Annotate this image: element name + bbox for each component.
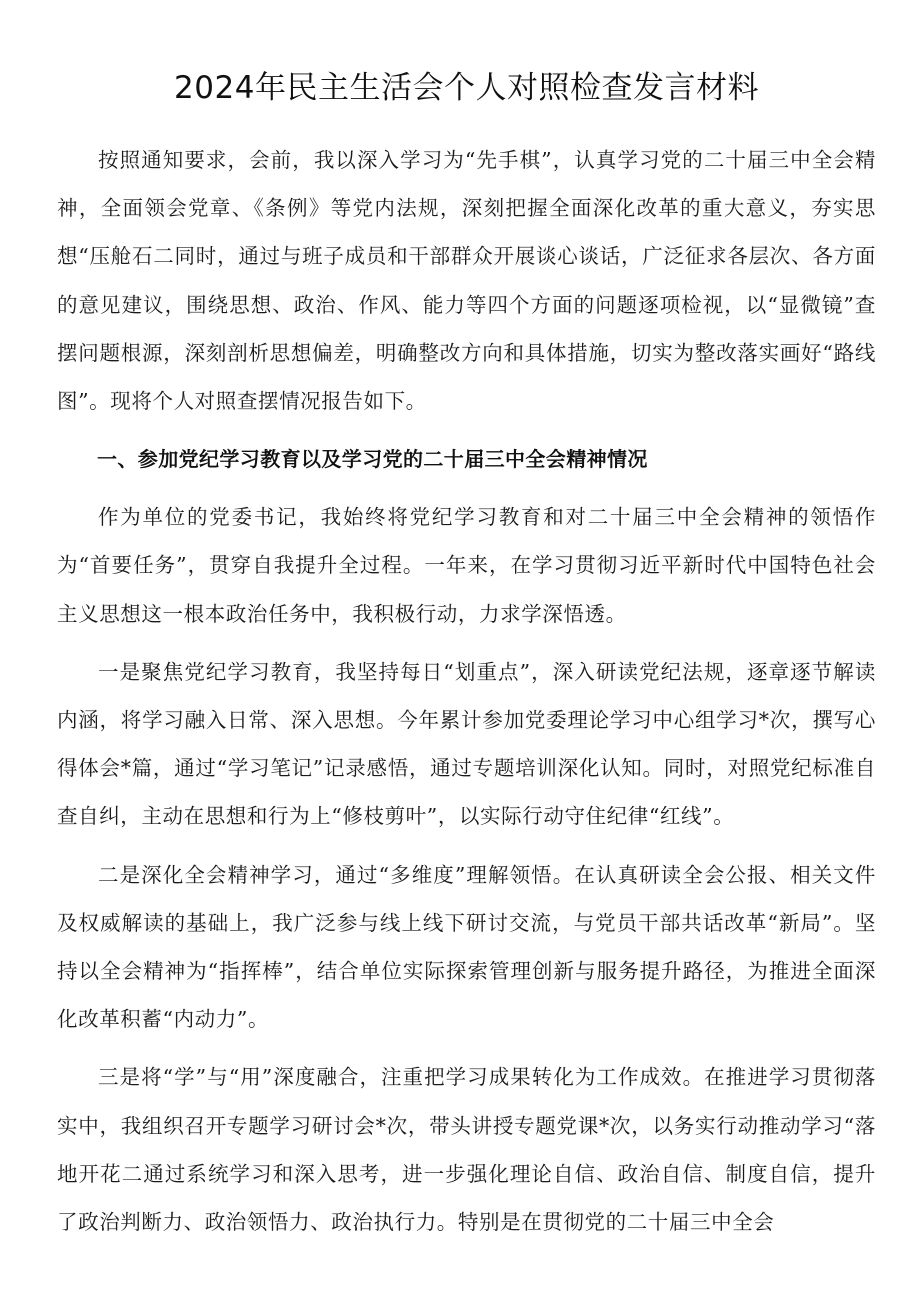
section-paragraph-4: 三是将“学”与“用”深度融合，注重把学习成果转化为工作成效。在推进学习贯彻落实中，我组织召开专题学习研讨会*次，带头讲授专题党课*次，以务实行动推动学习“落地开花二通过系统学习和深入思考，进一步强化理论自信、政治自信、制度自信，提升了政治判断力、政治领悟力、政治执行力。特别是在贯彻党的二十届三中全会 — [57, 1065, 876, 1235]
section-paragraph-1: 作为单位的党委书记，我始终将党纪学习教育和对二十届三中全会精神的领悟作为“首要任务”，贯穿自我提升全过程。一年来，在学习贯彻习近平新时代中国特色社会主义思想这一根本政治任务中，我积极行动，力求学深悟透。 — [57, 505, 876, 626]
document-title: 2024年民主生活会个人对照检查发言材料 — [174, 70, 759, 106]
section-heading: 一、参加党纪学习教育以及学习党的二十届三中全会精神情况 — [97, 447, 648, 472]
section-paragraph-2: 一是聚焦党纪学习教育，我坚持每日“划重点”，深入研读党纪法规，逐章逐节解读内涵，将学习融入日常、深入思想。今年累计参加党委理论学习中心组学习*次，撰写心得体会*篇，通过“学习笔记”记录感悟，通过专题培训深化认知。同时，对照党纪标准自查自纠，主动在思想和行为上“修枝剪叶”，以实际行动守住纪律“红线”。 — [57, 659, 876, 829]
intro-paragraph: 按照通知要求，会前，我以深入学习为“先手棋”，认真学习党的二十届三中全会精神，全面领会党章、《条例》等党内法规，深刻把握全面深化改革的重大意义，夯实思想“压舱石二同时，通过与班子成员和干部群众开展谈心谈话，广泛征求各层次、各方面的意见建议，围绕思想、政治、作风、能力等四个方面的问题逐项检视，以“显微镜”查摆问题根源，深刻剖析思想偏差，明确整改方向和具体措施，切实为整改落实画好“路线图”。现将个人对照查摆情况报告如下。 — [57, 148, 876, 414]
section-paragraph-3: 二是深化全会精神学习，通过“多维度”理解领悟。在认真研读全会公报、相关文件及权威解读的基础上，我广泛参与线上线下研讨交流，与党员干部共话改革“新局”。坚持以全会精神为“指挥棒”，结合单位实际探索管理创新与服务提升路径，为推进全面深化改革积蓄“内动力”。 — [57, 862, 876, 1032]
